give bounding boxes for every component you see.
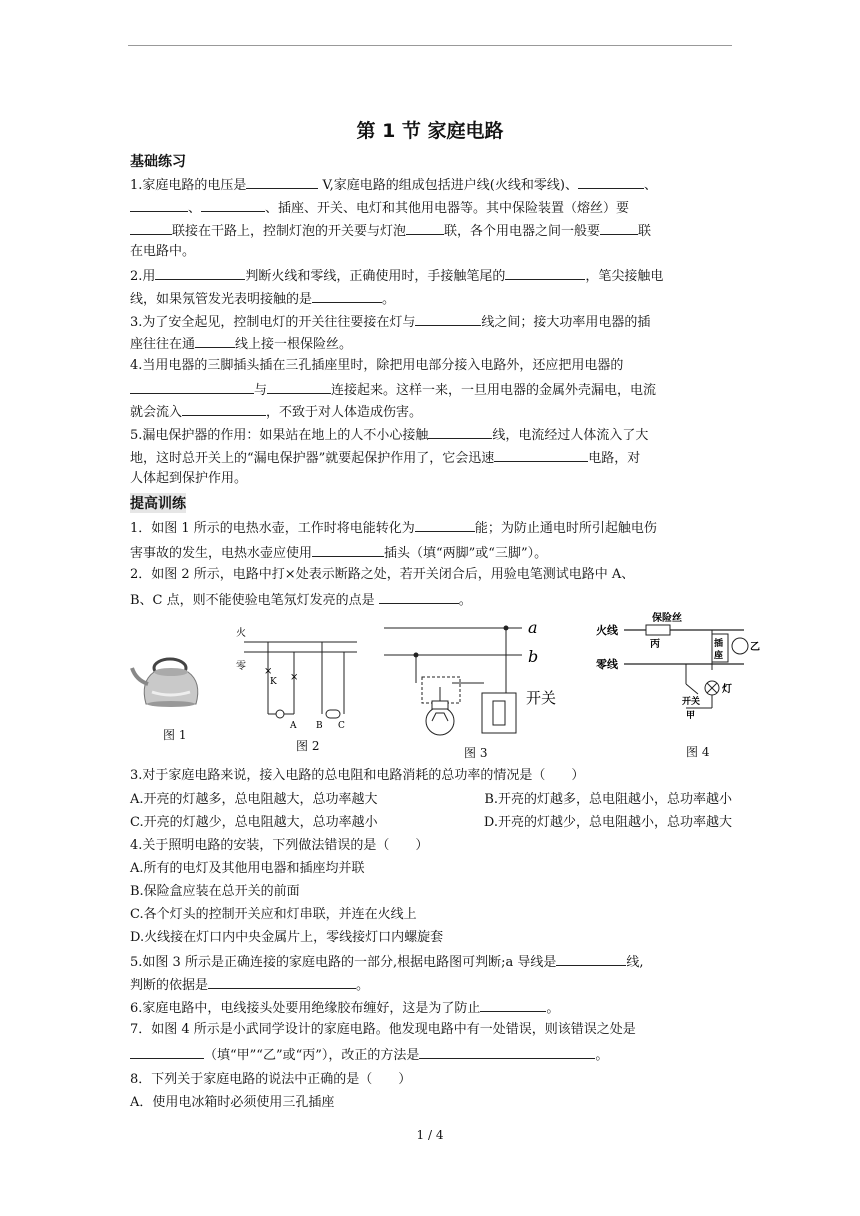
kettle-figure bbox=[130, 632, 212, 710]
q5-line2: 地，这时总开关上的“漏电保护器”就要起保护作用了，它会迅速 电路，对 bbox=[130, 448, 640, 468]
blank bbox=[494, 448, 588, 462]
p5-line1: 5.如图 3 所示是正确连接的家庭电路的一部分,根据电路图可判断;a 导线是 线, bbox=[130, 952, 643, 972]
blank bbox=[415, 518, 475, 532]
p1-line2: 害事故的发生，电热水壶应使用 插头（填“两脚”或“三脚”）。 bbox=[130, 543, 547, 563]
fig2-k-label: K bbox=[270, 677, 277, 687]
q4-line2: 与 连接起来。这样一来，一旦用电器的金属外壳漏电，电流 bbox=[130, 380, 656, 400]
blank bbox=[600, 221, 638, 235]
q3-line2: 座往往在通 线上接一根保险丝。 bbox=[130, 334, 352, 354]
fig4-jia-label: 甲 bbox=[686, 711, 696, 721]
fig4-yi-label: 乙 bbox=[750, 642, 760, 653]
blank bbox=[556, 952, 626, 966]
p3-option-a: A.开亮的灯越多，总电阻越大，总功率越大 bbox=[130, 792, 378, 807]
header-rule bbox=[128, 45, 732, 46]
blank bbox=[246, 175, 318, 189]
blank bbox=[130, 380, 194, 394]
q2-line1: 2.用 判断火线和零线，正确使用时，手接触笔尾的 ，笔尖接触电 bbox=[130, 266, 663, 286]
fig2-b-label: B bbox=[316, 721, 323, 731]
blank bbox=[312, 289, 382, 303]
p6-line: 6.家庭电路中，电线接头处要用绝缘胶布缠好，这是为了防止 。 bbox=[130, 998, 559, 1018]
figure-4-caption: 图 4 bbox=[686, 745, 710, 759]
p2-line1: 2．如图 2 所示，电路中打×处表示断路之处，若开关闭合后，用验电笔测试电路中 A、 bbox=[130, 567, 635, 582]
p4-option-d: D.火线接在灯口内中央金属片上，零线接灯口内螺旋套 bbox=[130, 930, 444, 945]
p8-option-a: A．使用电冰箱时必须使用三孔插座 bbox=[130, 1095, 335, 1110]
q2-line2: 线，如果氖管发光表明接触的是 。 bbox=[130, 289, 395, 309]
blank bbox=[419, 1045, 595, 1059]
fig2-live-label: 火 bbox=[236, 628, 246, 639]
blank bbox=[155, 266, 245, 280]
q1-line3: 联接在干路上，控制灯泡的开关要与灯泡 联，各个用电器之间一般要 联 bbox=[130, 221, 651, 241]
fig4-switch-label: 开关 bbox=[682, 697, 701, 707]
blank bbox=[256, 975, 356, 989]
fig3-switch-label: 开关 bbox=[526, 689, 557, 707]
fig4-fuse-icon bbox=[646, 625, 670, 635]
blank bbox=[195, 334, 235, 348]
figure-2-caption: 图 2 bbox=[296, 739, 320, 753]
q5-line3: 人体起到保护作用。 bbox=[130, 471, 248, 486]
fig3-bulb-icon bbox=[426, 707, 454, 735]
fig3-a-label: a bbox=[528, 618, 538, 637]
fig4-lamp-label: 灯 bbox=[722, 684, 732, 695]
circuit-figure-3 bbox=[382, 617, 572, 745]
circuit-figure-2 bbox=[232, 622, 362, 731]
fig4-socket-label2: 座 bbox=[714, 651, 724, 661]
blank bbox=[379, 590, 459, 604]
q1-line4: 在电路中。 bbox=[130, 244, 196, 259]
q4-line3: 就会流入 ，不致于对人体造成伤害。 bbox=[130, 402, 422, 422]
fig2-a-label: A bbox=[290, 721, 297, 731]
p2-line2: B、C 点，则不能使验电笔氖灯发亮的点是 。 bbox=[130, 590, 472, 610]
page-number: 1 / 4 bbox=[416, 1128, 444, 1142]
q4-line1: 4.当用电器的三脚插头插在三孔插座里时，除把用电部分接入电路外，还应把用电器的 bbox=[130, 358, 624, 373]
figure-1-caption: 图 1 bbox=[163, 728, 187, 742]
blank bbox=[130, 198, 188, 212]
blank bbox=[480, 998, 546, 1012]
blank bbox=[201, 198, 265, 212]
blank bbox=[312, 543, 384, 557]
q1-line2: 、 、插座、开关、电灯和其他用电器等。其中保险装置（熔丝）要 bbox=[130, 198, 629, 218]
fig3-b-label: b bbox=[528, 647, 539, 666]
p4-option-b: B.保险盒应装在总开关的前面 bbox=[130, 884, 300, 899]
p7-line2: （填“甲”“乙”或“丙”），改正的方法是 。 bbox=[130, 1045, 608, 1065]
p3-option-b: B.开亮的灯越多，总电阻越小，总功率越小 bbox=[484, 792, 732, 807]
fig2-c-label: C bbox=[338, 721, 345, 731]
fig2-break-mark: × bbox=[264, 666, 273, 677]
blank bbox=[406, 221, 444, 235]
fig4-yi-icon bbox=[732, 638, 748, 654]
blank bbox=[505, 266, 585, 280]
fig4-live-label: 火线 bbox=[596, 624, 618, 637]
p5-line2: 判断的依据是 。 bbox=[130, 975, 369, 995]
page-title: 第 1 节 家庭电路 bbox=[356, 120, 504, 142]
circuit-figure-4 bbox=[594, 604, 764, 722]
p4-stem: 4.关于照明电路的安装，下列做法错误的是（ ） bbox=[130, 838, 429, 853]
p4-option-a: A.所有的电灯及其他用电器和插座均并联 bbox=[130, 861, 365, 876]
fig4-socket-label1: 插 bbox=[714, 639, 724, 649]
q5-line1: 5.漏电保护器的作用：如果站在地上的人不小心接触 线，电流经过人体流入了大 bbox=[130, 425, 648, 445]
blank bbox=[578, 175, 644, 189]
p1-line1: 1．如图 1 所示的电热水壶，工作时将电能转化为 能；为防止通电时所引起触电伤 bbox=[130, 518, 657, 538]
blank bbox=[267, 380, 331, 394]
p8-stem: 8．下列关于家庭电路的说法中正确的是（ ） bbox=[130, 1072, 412, 1087]
blank bbox=[130, 1045, 204, 1059]
p3-option-c: C.开亮的灯越少，总电阻越大，总功率越小 bbox=[130, 815, 378, 830]
blank bbox=[428, 425, 492, 439]
section-heading-basic: 基础练习 bbox=[130, 154, 186, 170]
fig4-bing-label: 丙 bbox=[650, 639, 660, 650]
fig2-lamp-icon bbox=[276, 710, 284, 718]
blank bbox=[130, 221, 172, 235]
q3-line1: 3.为了安全起见，控制电灯的开关往往要接在灯与 线之间；接大功率用电器的插 bbox=[130, 312, 650, 332]
p3-stem: 3.对于家庭电路来说，接入电路的总电阻和电路消耗的总功率的情况是（ ） bbox=[130, 768, 585, 783]
q1-line1: 1.家庭电路的电压是 V,家庭电路的组成包括进户线(火线和零线)、 、 bbox=[130, 175, 657, 195]
fig4-neutral-label: 零线 bbox=[596, 658, 618, 671]
p3-option-d: D.开亮的灯越少，总电阻越小，总功率越大 bbox=[483, 815, 732, 830]
section-heading-advanced: 提高训练 bbox=[130, 493, 186, 513]
fig2-socket-icon bbox=[326, 710, 340, 718]
fig4-fuse-label: 保险丝 bbox=[652, 613, 682, 624]
fig2-break-mark: × bbox=[290, 672, 299, 683]
fig2-neutral-label: 零 bbox=[236, 661, 246, 672]
blank bbox=[415, 312, 481, 326]
blank bbox=[182, 402, 266, 416]
blank bbox=[194, 380, 254, 394]
p4-option-c: C.各个灯头的控制开关应和灯串联，并连在火线上 bbox=[130, 907, 417, 922]
blank bbox=[208, 975, 256, 989]
figure-3-caption: 图 3 bbox=[464, 746, 488, 760]
p7-line1: 7．如图 4 所示是小武同学设计的家庭电路。他发现电路中有一处错误，则该错误之处是 bbox=[130, 1022, 636, 1037]
